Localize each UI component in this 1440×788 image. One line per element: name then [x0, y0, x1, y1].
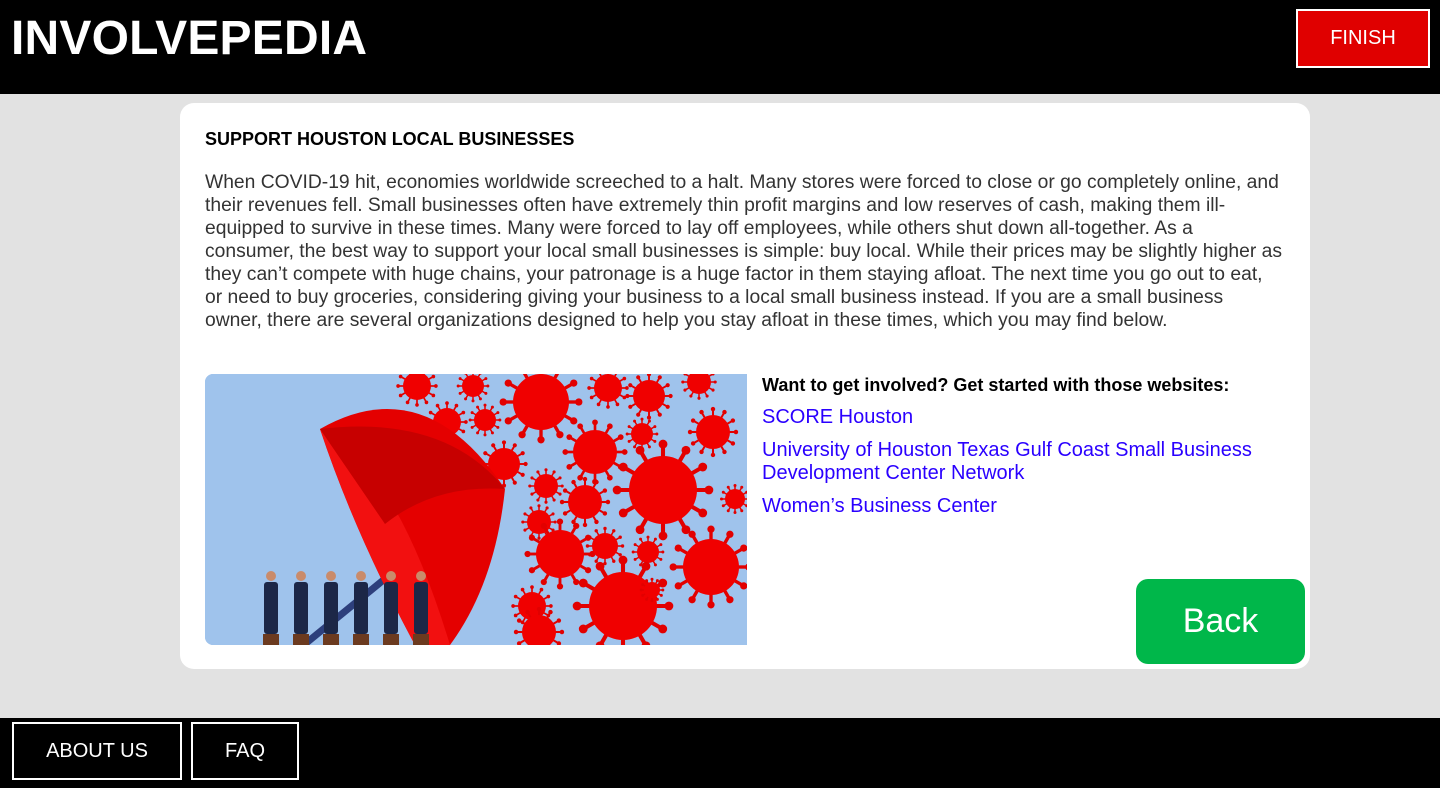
article-body: When COVID-19 hit, economies worldwide screeched to a halt. Many stores were forced to close or go completely online, and their revenues fell. Small businesses often have extremely thin profit margins and low reserves of cash, making them ill-equipped to survive in these times. Many were forced to lay off employees, while others shut down all-together. As a consumer, the best way to support your local small businesses is simple: buy local. While their prices may be slightly higher as they can’t compete with huge chains, your patronage is a huge factor in them staying afloat. The next time you go out to eat, or need to buy groceries, considering giving your business to a local small business instead. If you are a small business owner, there are several organizations designed to help you stay afloat in these times, which you may find below.	[205, 172, 1283, 331]
links-heading: Want to get involved? Get started with those websites:	[762, 375, 1230, 395]
finish-button[interactable]: FINISH	[1296, 9, 1430, 68]
article-title: SUPPORT HOUSTON LOCAL BUSINESSES	[205, 129, 575, 149]
umbrella-virus-illustration	[205, 374, 747, 645]
links-section	[762, 373, 1282, 528]
back-button[interactable]: Back	[1136, 579, 1305, 664]
faq-button[interactable]: FAQ	[191, 722, 299, 780]
link-score-houston[interactable]: SCORE Houston	[762, 406, 914, 428]
link-uh-sbdc-network[interactable]: University of Houston Texas Gulf Coast Small Business Development Center Network	[762, 439, 1252, 484]
about-us-button[interactable]: ABOUT US	[12, 722, 182, 780]
top-bar	[0, 0, 1440, 94]
link-womens-business-center[interactable]: Women’s Business Center	[762, 495, 997, 517]
footer-bar	[0, 718, 1440, 788]
site-logo: INVOLVEPEDIA	[11, 12, 368, 65]
